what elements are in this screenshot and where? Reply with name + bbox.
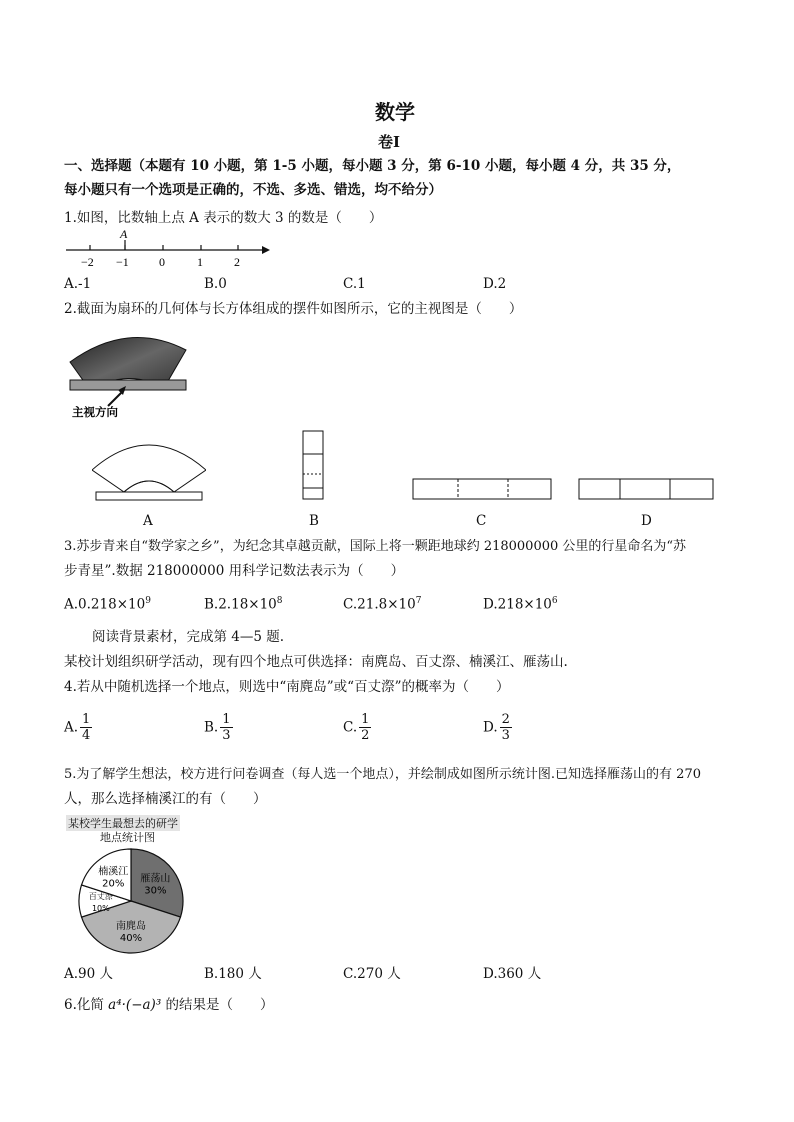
tick-label-1: 1	[197, 255, 203, 269]
section-heading-line2: 每小题只有一个选项是正确的，不选、多选、错选，均不给分）	[64, 182, 442, 198]
q1-option-d: D.2	[483, 276, 507, 292]
q5-stem-line1: 5.为了解学生想法，校方进行问卷调查（每人选一个地点），并绘制成如图所示统计图.已知选择雁荡山的有 270	[64, 767, 701, 782]
page-title: 数学	[375, 100, 415, 124]
q2-option-c-label: C	[476, 513, 487, 529]
reading-line2: 某校计划组织研学活动，现有四个地点可供选择：南麂岛、百丈漈、楠溪江、雁荡山.	[64, 654, 568, 670]
chart-title-line2: 地点统计图	[100, 831, 155, 844]
q2-option-a-label: A	[143, 513, 153, 529]
q1-option-a: A.-1	[64, 276, 92, 292]
q5-stem-line2: 人，那么选择楠溪江的有（ ）	[64, 791, 267, 807]
q2-stem: 2.截面为扇环的几何体与长方体组成的摆件如图所示，它的主视图是（ ）	[64, 301, 523, 317]
q1-option-b: B.0	[204, 276, 227, 292]
q6-expression: a⁴·(−a)³	[108, 997, 162, 1013]
q2-option-d-label: D	[641, 513, 652, 529]
chart-title-line1: 某校学生最想去的研学	[68, 817, 178, 830]
q3-option-a: $A.0.218\times 10^9$	[64, 596, 151, 613]
q5-option-b: B.180 人	[204, 966, 262, 982]
q2-option-b-figure	[301, 430, 327, 502]
pie-label-nanji: 南麂岛	[116, 921, 146, 933]
tick-label-0: 0	[159, 255, 165, 269]
q3-stem-line2: 步青星”.数据 218000000 用科学记数法表示为（ ）	[64, 563, 405, 579]
q1-option-c: C.1	[343, 276, 366, 292]
q6-stem: 6.化简 a⁴·(−a)³ 的结果是（ ）	[64, 997, 274, 1013]
section-heading-line1: 一、选择题（本题有 10 小题，第 1-5 小题，每小题 3 分，第 6-10 小题，每小题 4 分，共 35 分，	[64, 158, 681, 174]
base-block	[70, 380, 186, 390]
q1-number-line	[62, 228, 272, 272]
q3-option-c: $C.21.8\times 10^7$	[343, 596, 422, 613]
point-a-label: A	[120, 228, 128, 241]
q4-stem: 4.若从中随机选择一个地点，则选中“南麂岛”或“百丈漈”的概率为（ ）	[64, 679, 510, 695]
q4-option-c: C. $\frac{1}{2}$	[343, 712, 370, 743]
q3-stem-line1: 3.苏步青来自“数学家之乡”，为纪念其卓越贡献，国际上将一颗距地球约 218000000 公里的行星命名为“苏	[64, 539, 687, 554]
q5-option-a: A.90 人	[64, 966, 114, 982]
number-line-arrow	[262, 246, 270, 254]
pie-chart	[70, 846, 192, 956]
pie-label-baizhang: 百丈漈	[88, 892, 113, 901]
pie-value-baizhang: 10%	[91, 904, 110, 913]
q3-option-d: $D.218\times 10^6$	[483, 596, 558, 613]
photo-caption: 主视方向	[72, 405, 118, 419]
pie-label-yandang: 雁荡山	[140, 873, 171, 885]
page-subtitle: 卷Ⅰ	[378, 133, 401, 151]
q3-option-b: $B.2.18\times 10^8$	[204, 596, 283, 613]
q2-option-c-figure	[412, 477, 554, 501]
reading-line1: 阅读背景素材，完成第 4—5 题.	[92, 629, 285, 645]
tick-label-neg2: −2	[81, 255, 94, 269]
q5-option-c: C.270 人	[343, 966, 401, 982]
q2-photo	[66, 328, 196, 420]
q2-option-d-figure	[578, 477, 716, 501]
pie-value-nanxi: 20%	[102, 878, 125, 890]
pie-label-nanxi: 楠溪江	[98, 866, 129, 878]
pie-value-nanji: 40%	[119, 933, 143, 945]
q4-option-b: B. $\frac{1}{3}$	[204, 712, 231, 743]
tick-label-neg1: −1	[116, 255, 129, 269]
q2-option-b-label: B	[309, 513, 319, 529]
tick-label-2: 2	[234, 255, 240, 269]
q5-option-d: D.360 人	[483, 966, 542, 982]
q4-option-a: A. $\frac{1}{4}$	[64, 712, 91, 743]
pie-value-yandang: 30%	[144, 885, 167, 897]
q2-option-a-figure	[92, 430, 206, 502]
q1-stem: 1.如图，比数轴上点 A 表示的数大 3 的数是（ ）	[64, 210, 383, 226]
q4-option-d: D. $\frac{2}{3}$	[483, 712, 510, 743]
